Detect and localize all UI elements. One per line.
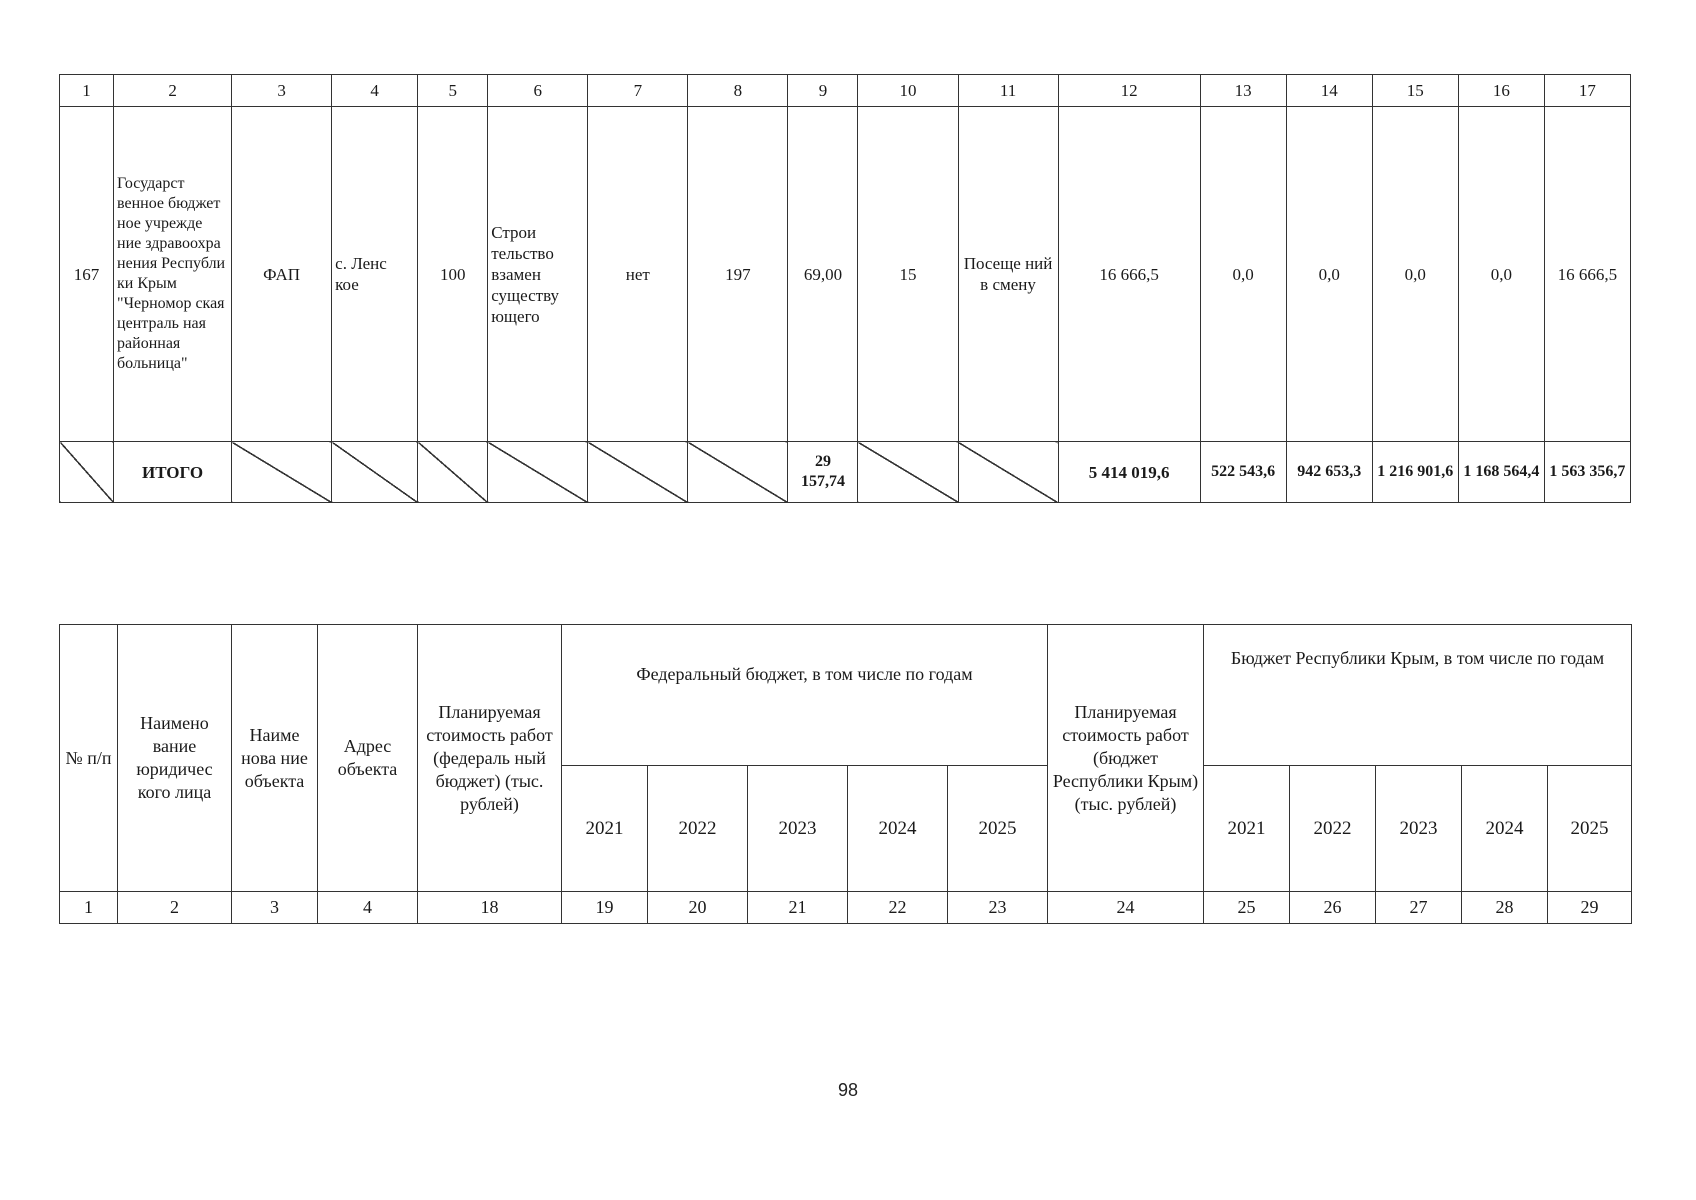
cell-col8: 197	[688, 107, 788, 442]
empty-slash-cell	[488, 442, 588, 503]
total-col12: 5 414 019,6	[1058, 442, 1200, 503]
work-type: Строи тельство взамен существу ющего	[488, 107, 588, 442]
column-number: 2	[118, 892, 232, 924]
column-number: 2	[114, 75, 232, 107]
header-planned-federal: Планируемая стоимость работ (федераль ный бюджет) (тыс. рублей)	[418, 625, 562, 892]
column-number: 1	[60, 75, 114, 107]
column-number: 9	[788, 75, 858, 107]
crimea-year: 2022	[1290, 766, 1376, 892]
column-number: 23	[948, 892, 1048, 924]
object-address: с. Ленс кое	[332, 107, 418, 442]
empty-slash-cell	[858, 442, 958, 503]
empty-slash-cell	[688, 442, 788, 503]
federal-year: 2022	[648, 766, 748, 892]
column-number: 14	[1286, 75, 1372, 107]
column-number: 10	[858, 75, 958, 107]
federal-year: 2023	[748, 766, 848, 892]
cell-col10: 15	[858, 107, 958, 442]
column-number: 15	[1372, 75, 1458, 107]
column-number: 5	[418, 75, 488, 107]
header-object-name: Наиме нова ние объекта	[232, 625, 318, 892]
empty-slash-cell	[232, 442, 332, 503]
federal-year: 2021	[562, 766, 648, 892]
total-col9: 29 157,74	[788, 442, 858, 503]
column-number: 4	[332, 75, 418, 107]
header-planned-crimea: Планируемая стоимость работ (бюджет Республики Крым) (тыс. рублей)	[1048, 625, 1204, 892]
object-name: ФАП	[232, 107, 332, 442]
column-number: 21	[748, 892, 848, 924]
column-number: 12	[1058, 75, 1200, 107]
column-number: 24	[1048, 892, 1204, 924]
header-federal-budget: Федеральный бюджет, в том числе по годам	[562, 625, 1048, 766]
column-number: 6	[488, 75, 588, 107]
table-row	[60, 107, 1631, 442]
column-number: 11	[958, 75, 1058, 107]
column-number: 22	[848, 892, 948, 924]
cell-col17: 16 666,5	[1544, 107, 1630, 442]
column-number: 26	[1290, 892, 1376, 924]
crimea-year: 2025	[1548, 766, 1632, 892]
page-number: 98	[837, 1080, 859, 1100]
header-row	[60, 625, 1632, 766]
column-number: 1	[60, 892, 118, 924]
crimea-year: 2021	[1204, 766, 1290, 892]
column-number: 20	[648, 892, 748, 924]
crimea-year: 2023	[1376, 766, 1462, 892]
cell-col5: 100	[418, 107, 488, 442]
column-number: 3	[232, 892, 318, 924]
column-number: 25	[1204, 892, 1290, 924]
column-number: 27	[1376, 892, 1462, 924]
cell-col9: 69,00	[788, 107, 858, 442]
column-number: 19	[562, 892, 648, 924]
column-number: 17	[1544, 75, 1630, 107]
column-number: 16	[1458, 75, 1544, 107]
legal-entity-name: Государст венное бюджет ное учрежде ние здравоохра нения Республи ки Крым "Черномор ская централь ная районная больница"	[114, 107, 232, 442]
total-col15: 1 216 901,6	[1372, 442, 1458, 503]
capacity-unit: Посеще ний в смену	[958, 107, 1058, 442]
header-legal-entity: Наимено вание юридичес кого лица	[118, 625, 232, 892]
column-number-row	[60, 892, 1632, 924]
cell-col12: 16 666,5	[1058, 107, 1200, 442]
cell-col7: нет	[588, 107, 688, 442]
row-number: 167	[60, 107, 114, 442]
cell-col14: 0,0	[1286, 107, 1372, 442]
header-number: № п/п	[60, 625, 118, 892]
total-row	[60, 442, 1631, 503]
crimea-year: 2024	[1462, 766, 1548, 892]
column-number: 18	[418, 892, 562, 924]
total-col16: 1 168 564,4	[1458, 442, 1544, 503]
header-crimea-budget: Бюджет Республики Крым, в том числе по годам	[1204, 625, 1632, 766]
column-number: 7	[588, 75, 688, 107]
total-col17: 1 563 356,7	[1544, 442, 1630, 503]
budget-header-table	[59, 624, 1632, 924]
federal-year: 2025	[948, 766, 1048, 892]
total-label: ИТОГО	[114, 442, 232, 503]
column-number-row	[60, 75, 1631, 107]
total-col14: 942 653,3	[1286, 442, 1372, 503]
empty-slash-cell	[332, 442, 418, 503]
column-number: 13	[1200, 75, 1286, 107]
cell-col13: 0,0	[1200, 107, 1286, 442]
total-col13: 522 543,6	[1200, 442, 1286, 503]
column-number: 8	[688, 75, 788, 107]
column-number: 29	[1548, 892, 1632, 924]
federal-year: 2024	[848, 766, 948, 892]
empty-slash-cell	[958, 442, 1058, 503]
empty-slash-cell	[588, 442, 688, 503]
empty-slash-cell	[418, 442, 488, 503]
cell-col15: 0,0	[1372, 107, 1458, 442]
column-number: 3	[232, 75, 332, 107]
column-number: 28	[1462, 892, 1548, 924]
cell-col16: 0,0	[1458, 107, 1544, 442]
header-address: Адрес объекта	[318, 625, 418, 892]
capital-works-table	[59, 74, 1631, 503]
empty-slash-cell	[60, 442, 114, 503]
column-number: 4	[318, 892, 418, 924]
